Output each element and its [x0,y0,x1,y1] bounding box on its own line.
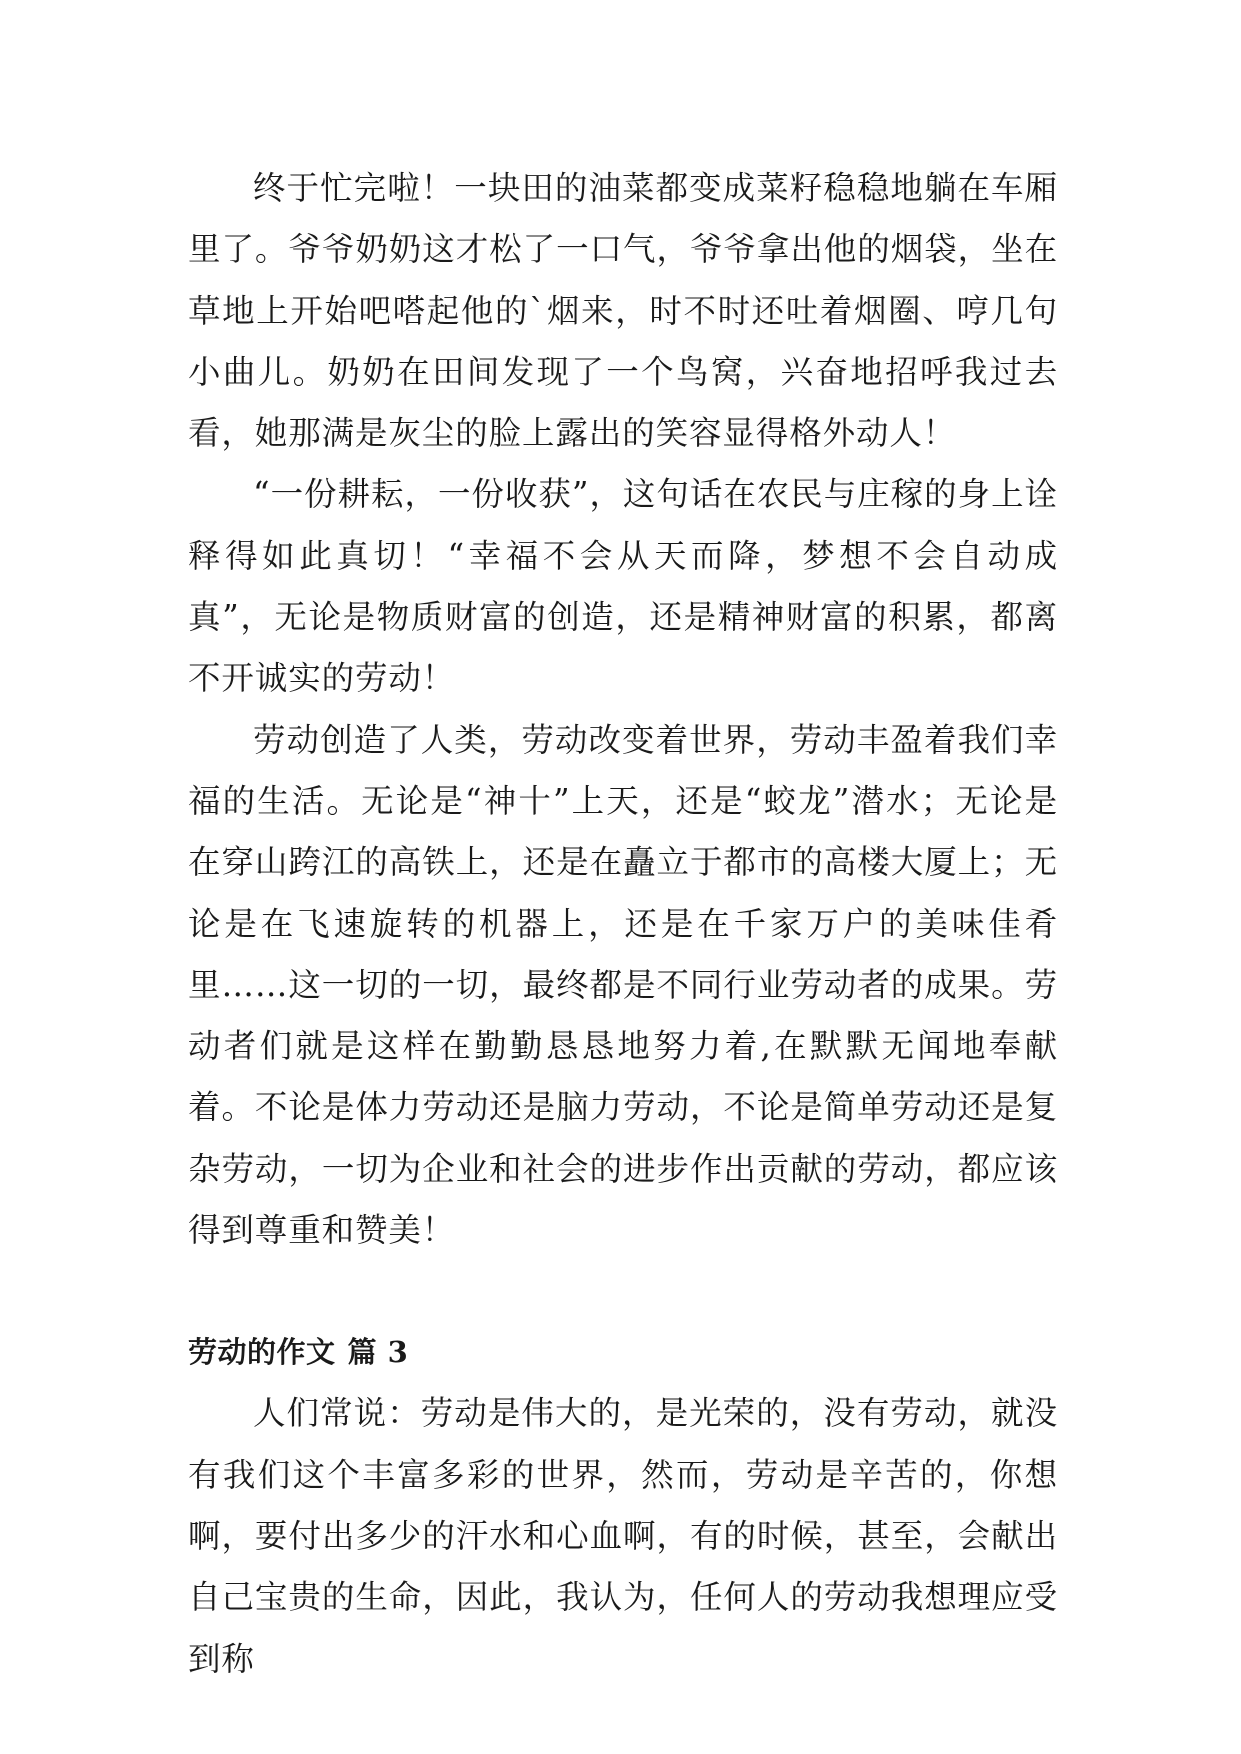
document-body [188,158,1058,1690]
paragraph-3: 劳动创造了人类，劳动改变着世界，劳动丰盈着我们幸福的生活。无论是“神十”上天，还是“蛟龙”潜水；无论是在穿山跨江的高铁上，还是在矗立于都市的高楼大厦上；无论是在飞速旋转的机器上，还是在千家万户的美味佳肴里……这一切的一切，最终都是不同行业劳动者的成果。劳动者们就是这样在勤勤恳恳地努力着,在默默无闻地奉献着。不论是体力劳动还是脑力劳动，不论是简单劳动还是复杂劳动，一切为企业和社会的进步作出贡献的劳动，都应该得到尊重和赞美！ [188,720,1058,1250]
section-paragraph-1: 人们常说：劳动是伟大的，是光荣的，没有劳动，就没有我们这个丰富多彩的世界，然而，劳动是辛苦的，你想啊，要付出多少的汗水和心血啊，有的时候，甚至，会献出自己宝贵的生命，因此，我认为，任何人的劳动我想理应受到称 [188,1394,1058,1678]
section-number: 篇 3 [347,1335,409,1370]
paragraph-2: “一份耕耘，一份收获”，这句话在农民与庄稼的身上诠释得如此真切！“幸福不会从天而降，梦想不会自动成真”，无论是物质财富的创造，还是精神财富的积累，都离不开诚实的劳动！ [188,475,1058,698]
paragraph-1: 终于忙完啦！一块田的油菜都变成菜籽稳稳地躺在车厢里了。爷爷奶奶这才松了一口气，爷爷拿出他的烟袋，坐在草地上开始吧嗒起他的`烟来，时不时还吐着烟圈、哼几句小曲儿。奶奶在田间发现了一个鸟窝，兴奋地招呼我过去看，她那满是灰尘的脸上露出的笑容显得格外动人！ [188,169,1058,453]
section-title: 劳动的作文 [188,1335,336,1370]
section-heading [188,1322,1058,1383]
